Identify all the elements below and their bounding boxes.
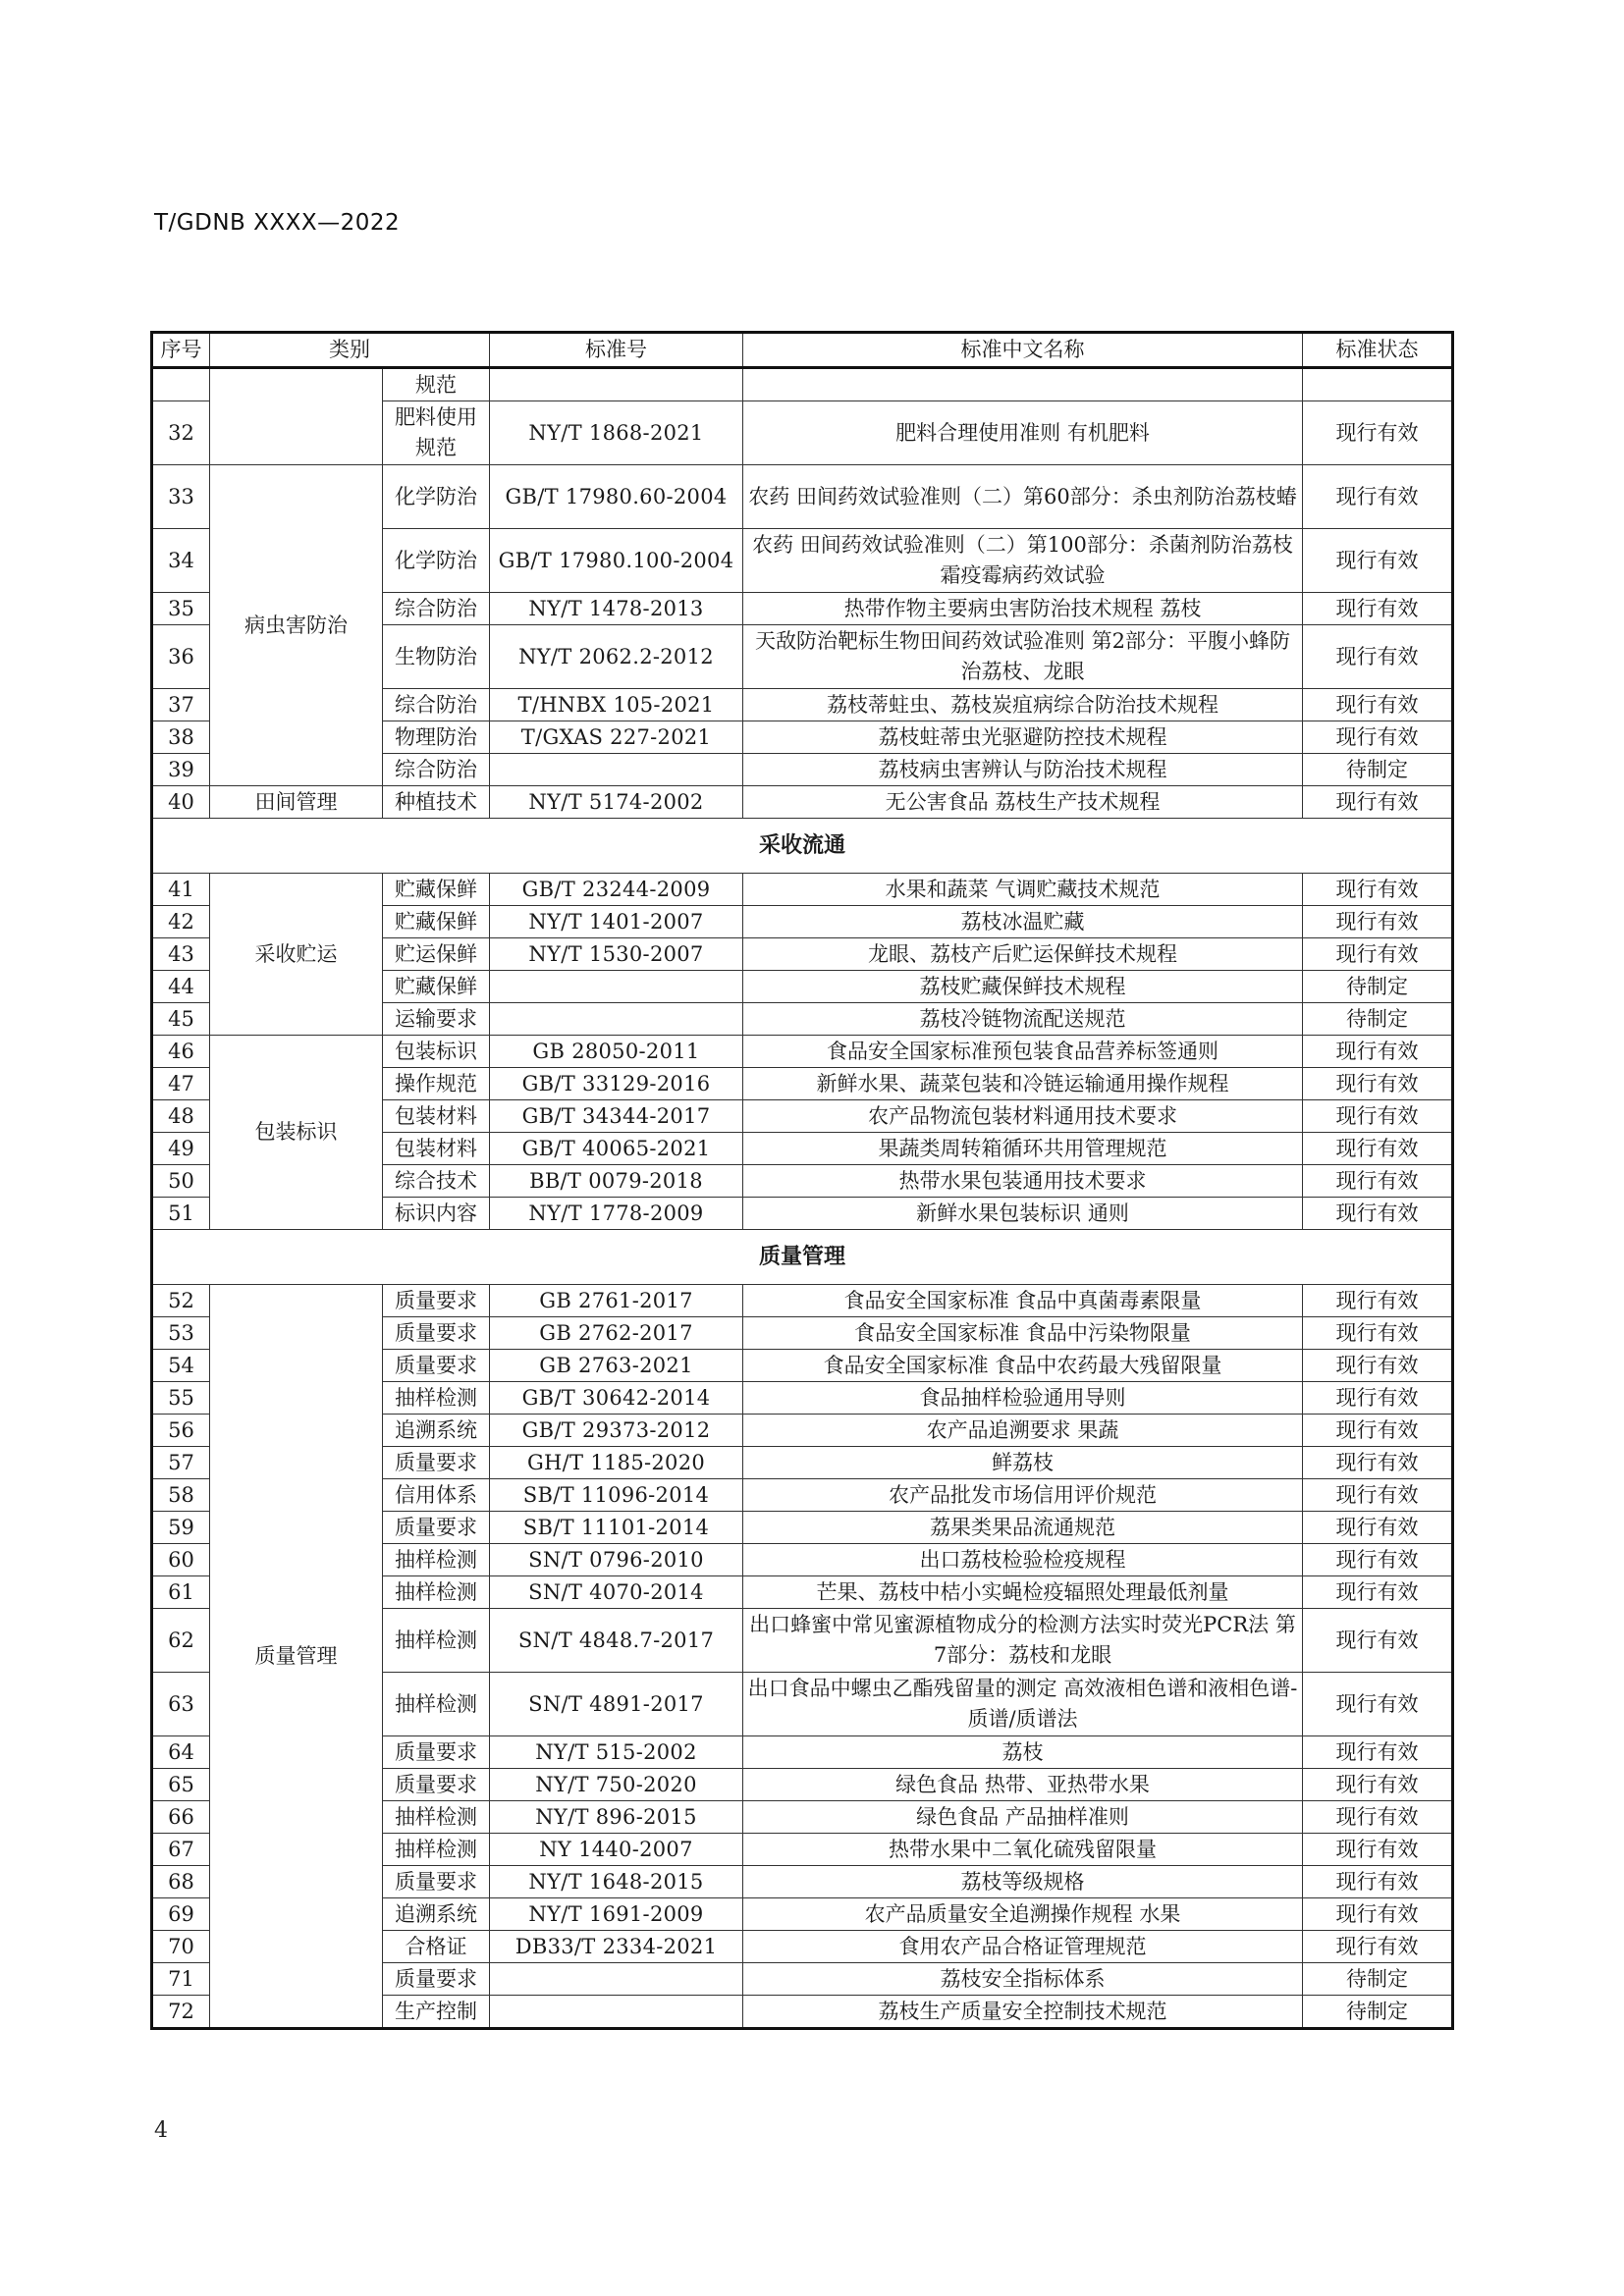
- cell-subcategory: 质量要求: [383, 1866, 490, 1898]
- cell-status: 现行有效: [1303, 689, 1453, 721]
- cell-name: 食品安全国家标准预包装食品营养标签通则: [743, 1036, 1303, 1068]
- cell-status: 现行有效: [1303, 1544, 1453, 1576]
- cell-code: T/GXAS 227-2021: [490, 721, 743, 754]
- section-title-harvest-circulation: 采收流通: [152, 819, 1453, 874]
- cell-status: 现行有效: [1303, 1198, 1453, 1230]
- cell-name: 食品安全国家标准 食品中污染物限量: [743, 1317, 1303, 1350]
- cell-seq: 70: [152, 1931, 210, 1963]
- cell-status: 现行有效: [1303, 1866, 1453, 1898]
- cell-status: 现行有效: [1303, 529, 1453, 593]
- cell-code: GB 2763-2021: [490, 1350, 743, 1382]
- cell-name: 热带水果包装通用技术要求: [743, 1165, 1303, 1198]
- cell-seq: 34: [152, 529, 210, 593]
- cell-subcategory: 种植技术: [383, 786, 490, 819]
- cell-name: 荔枝安全指标体系: [743, 1963, 1303, 1996]
- cell-seq: [152, 368, 210, 401]
- cell-name: 荔枝贮藏保鲜技术规程: [743, 971, 1303, 1003]
- cell-name: 食品抽样检验通用导则: [743, 1382, 1303, 1415]
- cell-status: 现行有效: [1303, 1068, 1453, 1100]
- cell-subcategory: 抽样检测: [383, 1609, 490, 1673]
- table-row: [152, 786, 1453, 819]
- cell-code: DB33/T 2334-2021: [490, 1931, 743, 1963]
- cell-subcategory: 质量要求: [383, 1736, 490, 1769]
- cell-status: 现行有效: [1303, 1898, 1453, 1931]
- cell-category: [210, 368, 383, 465]
- cell-subcategory: 质量要求: [383, 1769, 490, 1801]
- cell-name: 农产品批发市场信用评价规范: [743, 1479, 1303, 1512]
- cell-subcategory: 质量要求: [383, 1963, 490, 1996]
- cell-name: 荔枝生产质量安全控制技术规范: [743, 1996, 1303, 2029]
- cell-code: GB 2762-2017: [490, 1317, 743, 1350]
- cell-status: 现行有效: [1303, 401, 1453, 465]
- cell-code: NY/T 750-2020: [490, 1769, 743, 1801]
- cell-subcategory: 综合技术: [383, 1165, 490, 1198]
- cell-category-field-management: 田间管理: [210, 786, 383, 819]
- cell-status: 现行有效: [1303, 1285, 1453, 1317]
- cell-code: NY/T 5174-2002: [490, 786, 743, 819]
- cell-code: NY/T 1530-2007: [490, 938, 743, 971]
- cell-name: 热带水果中二氧化硫残留限量: [743, 1834, 1303, 1866]
- cell-name: 荔枝冷链物流配送规范: [743, 1003, 1303, 1036]
- cell-subcategory: 化学防治: [383, 465, 490, 529]
- cell-seq: 58: [152, 1479, 210, 1512]
- cell-seq: 35: [152, 593, 210, 625]
- cell-seq: 69: [152, 1898, 210, 1931]
- cell-seq: 39: [152, 754, 210, 786]
- cell-subcategory: 抽样检测: [383, 1544, 490, 1576]
- cell-seq: 59: [152, 1512, 210, 1544]
- cell-seq: 52: [152, 1285, 210, 1317]
- cell-status: 现行有效: [1303, 1382, 1453, 1415]
- cell-name: 农产品质量安全追溯操作规程 水果: [743, 1898, 1303, 1931]
- cell-status: 现行有效: [1303, 1769, 1453, 1801]
- cell-status: 现行有效: [1303, 1512, 1453, 1544]
- cell-subcategory: 物理防治: [383, 721, 490, 754]
- col-header-status: 标准状态: [1303, 333, 1453, 368]
- cell-code: SN/T 0796-2010: [490, 1544, 743, 1576]
- cell-seq: 63: [152, 1673, 210, 1736]
- cell-code: NY/T 1401-2007: [490, 906, 743, 938]
- cell-status: 现行有效: [1303, 1609, 1453, 1673]
- table-header-row: [152, 333, 1453, 368]
- cell-status: 待制定: [1303, 754, 1453, 786]
- col-header-name: 标准中文名称: [743, 333, 1303, 368]
- cell-seq: 66: [152, 1801, 210, 1834]
- col-header-category: 类别: [210, 333, 490, 368]
- cell-category-pest-control: 病虫害防治: [210, 465, 383, 786]
- cell-code: GB 28050-2011: [490, 1036, 743, 1068]
- cell-subcategory: 规范: [383, 368, 490, 401]
- cell-name: 龙眼、荔枝产后贮运保鲜技术规程: [743, 938, 1303, 971]
- table-row: [152, 368, 1453, 401]
- cell-subcategory: 生物防治: [383, 625, 490, 689]
- cell-code: GB/T 17980.100-2004: [490, 529, 743, 593]
- cell-seq: 50: [152, 1165, 210, 1198]
- cell-subcategory: 抽样检测: [383, 1834, 490, 1866]
- cell-seq: 57: [152, 1447, 210, 1479]
- cell-code: NY/T 1868-2021: [490, 401, 743, 465]
- cell-seq: 38: [152, 721, 210, 754]
- cell-seq: 72: [152, 1996, 210, 2029]
- cell-status: 现行有效: [1303, 1415, 1453, 1447]
- table-row: [152, 465, 1453, 529]
- cell-subcategory: 质量要求: [383, 1447, 490, 1479]
- cell-name: 出口食品中螺虫乙酯残留量的测定 高效液相色谱和液相色谱-质谱/质谱法: [743, 1673, 1303, 1736]
- cell-status: 现行有效: [1303, 1133, 1453, 1165]
- page-number: 4: [154, 2118, 168, 2143]
- cell-subcategory: 标识内容: [383, 1198, 490, 1230]
- cell-subcategory: 追溯系统: [383, 1415, 490, 1447]
- cell-name: [743, 368, 1303, 401]
- cell-name: 肥料合理使用准则 有机肥料: [743, 401, 1303, 465]
- cell-code: SN/T 4848.7-2017: [490, 1609, 743, 1673]
- cell-name: 无公害食品 荔枝生产技术规程: [743, 786, 1303, 819]
- cell-name: 农产品追溯要求 果蔬: [743, 1415, 1303, 1447]
- cell-seq: 47: [152, 1068, 210, 1100]
- cell-seq: 45: [152, 1003, 210, 1036]
- cell-name: 食品安全国家标准 食品中真菌毒素限量: [743, 1285, 1303, 1317]
- col-header-seq: 序号: [152, 333, 210, 368]
- cell-status: 现行有效: [1303, 1673, 1453, 1736]
- cell-code: BB/T 0079-2018: [490, 1165, 743, 1198]
- cell-subcategory: 信用体系: [383, 1479, 490, 1512]
- section-row: [152, 1230, 1453, 1285]
- cell-status: [1303, 368, 1453, 401]
- cell-code: GB/T 29373-2012: [490, 1415, 743, 1447]
- cell-subcategory: 追溯系统: [383, 1898, 490, 1931]
- cell-seq: 64: [152, 1736, 210, 1769]
- cell-name: 新鲜水果、蔬菜包装和冷链运输通用操作规程: [743, 1068, 1303, 1100]
- cell-seq: 36: [152, 625, 210, 689]
- cell-seq: 32: [152, 401, 210, 465]
- cell-seq: 60: [152, 1544, 210, 1576]
- cell-status: 现行有效: [1303, 874, 1453, 906]
- cell-status: 待制定: [1303, 1963, 1453, 1996]
- cell-seq: 61: [152, 1576, 210, 1609]
- cell-code: GB/T 23244-2009: [490, 874, 743, 906]
- cell-seq: 33: [152, 465, 210, 529]
- cell-subcategory: 质量要求: [383, 1350, 490, 1382]
- cell-code: NY/T 515-2002: [490, 1736, 743, 1769]
- cell-subcategory: 化学防治: [383, 529, 490, 593]
- cell-code: SN/T 4891-2017: [490, 1673, 743, 1736]
- cell-code: SB/T 11101-2014: [490, 1512, 743, 1544]
- cell-name: 荔枝蛀蒂虫光驱避防控技术规程: [743, 721, 1303, 754]
- cell-code: [490, 1003, 743, 1036]
- cell-code: GB/T 33129-2016: [490, 1068, 743, 1100]
- cell-status: 待制定: [1303, 1003, 1453, 1036]
- cell-name: 天敌防治靶标生物田间药效试验准则 第2部分：平腹小蜂防治荔枝、龙眼: [743, 625, 1303, 689]
- cell-status: 待制定: [1303, 971, 1453, 1003]
- cell-seq: 43: [152, 938, 210, 971]
- cell-code: NY/T 896-2015: [490, 1801, 743, 1834]
- cell-subcategory: 生产控制: [383, 1996, 490, 2029]
- cell-subcategory: 肥料使用规范: [383, 401, 490, 465]
- cell-seq: 44: [152, 971, 210, 1003]
- cell-subcategory: 抽样检测: [383, 1801, 490, 1834]
- cell-status: 现行有效: [1303, 1317, 1453, 1350]
- cell-name: 出口蜂蜜中常见蜜源植物成分的检测方法实时荧光PCR法 第7部分：荔枝和龙眼: [743, 1609, 1303, 1673]
- cell-seq: 65: [152, 1769, 210, 1801]
- cell-name: 荔果类果品流通规范: [743, 1512, 1303, 1544]
- cell-status: 现行有效: [1303, 938, 1453, 971]
- table-row: [152, 1285, 1453, 1317]
- cell-name: 荔枝蒂蛀虫、荔枝炭疽病综合防治技术规程: [743, 689, 1303, 721]
- cell-category-quality: 质量管理: [210, 1285, 383, 2029]
- cell-seq: 51: [152, 1198, 210, 1230]
- cell-subcategory: 质量要求: [383, 1285, 490, 1317]
- cell-code: [490, 971, 743, 1003]
- cell-code: GB/T 30642-2014: [490, 1382, 743, 1415]
- document-header: T/GDNB XXXX—2022: [154, 210, 401, 236]
- cell-name: 新鲜水果包装标识 通则: [743, 1198, 1303, 1230]
- cell-seq: 67: [152, 1834, 210, 1866]
- cell-code: NY/T 1691-2009: [490, 1898, 743, 1931]
- cell-name: 热带作物主要病虫害防治技术规程 荔枝: [743, 593, 1303, 625]
- section-title-quality-management: 质量管理: [152, 1230, 1453, 1285]
- cell-name: 水果和蔬菜 气调贮藏技术规范: [743, 874, 1303, 906]
- cell-subcategory: 抽样检测: [383, 1673, 490, 1736]
- cell-status: 现行有效: [1303, 1100, 1453, 1133]
- cell-subcategory: 综合防治: [383, 754, 490, 786]
- cell-name: 食用农产品合格证管理规范: [743, 1931, 1303, 1963]
- cell-code: [490, 368, 743, 401]
- cell-status: 现行有效: [1303, 1447, 1453, 1479]
- standards-table: [150, 331, 1454, 2030]
- cell-name: 果蔬类周转箱循环共用管理规范: [743, 1133, 1303, 1165]
- cell-status: 现行有效: [1303, 1801, 1453, 1834]
- cell-seq: 42: [152, 906, 210, 938]
- cell-code: SB/T 11096-2014: [490, 1479, 743, 1512]
- cell-name: 农产品物流包装材料通用技术要求: [743, 1100, 1303, 1133]
- cell-status: 现行有效: [1303, 1576, 1453, 1609]
- cell-status: 现行有效: [1303, 1479, 1453, 1512]
- cell-code: GB/T 40065-2021: [490, 1133, 743, 1165]
- cell-seq: 62: [152, 1609, 210, 1673]
- cell-name: 荔枝病虫害辨认与防治技术规程: [743, 754, 1303, 786]
- cell-name: 鲜荔枝: [743, 1447, 1303, 1479]
- cell-seq: 48: [152, 1100, 210, 1133]
- cell-seq: 54: [152, 1350, 210, 1382]
- cell-category-packaging: 包装标识: [210, 1036, 383, 1230]
- cell-name: 荔枝冰温贮藏: [743, 906, 1303, 938]
- cell-status: 待制定: [1303, 1996, 1453, 2029]
- cell-subcategory: 抽样检测: [383, 1382, 490, 1415]
- cell-seq: 49: [152, 1133, 210, 1165]
- cell-subcategory: 包装标识: [383, 1036, 490, 1068]
- cell-name: 出口荔枝检验检疫规程: [743, 1544, 1303, 1576]
- cell-code: GB/T 17980.60-2004: [490, 465, 743, 529]
- cell-name: 芒果、荔枝中桔小实蝇检疫辐照处理最低剂量: [743, 1576, 1303, 1609]
- cell-subcategory: 操作规范: [383, 1068, 490, 1100]
- cell-status: 现行有效: [1303, 1931, 1453, 1963]
- cell-seq: 53: [152, 1317, 210, 1350]
- cell-status: 现行有效: [1303, 1036, 1453, 1068]
- cell-name: 绿色食品 产品抽样准则: [743, 1801, 1303, 1834]
- cell-status: 现行有效: [1303, 625, 1453, 689]
- cell-name: 荔枝: [743, 1736, 1303, 1769]
- cell-status: 现行有效: [1303, 1350, 1453, 1382]
- cell-name: 荔枝等级规格: [743, 1866, 1303, 1898]
- cell-subcategory: 贮藏保鲜: [383, 971, 490, 1003]
- cell-code: SN/T 4070-2014: [490, 1576, 743, 1609]
- cell-name: 绿色食品 热带、亚热带水果: [743, 1769, 1303, 1801]
- cell-subcategory: 综合防治: [383, 593, 490, 625]
- cell-seq: 41: [152, 874, 210, 906]
- cell-name: 食品安全国家标准 食品中农药最大残留限量: [743, 1350, 1303, 1382]
- cell-seq: 68: [152, 1866, 210, 1898]
- cell-code: NY/T 2062.2-2012: [490, 625, 743, 689]
- cell-code: GB 2761-2017: [490, 1285, 743, 1317]
- cell-code: NY/T 1478-2013: [490, 593, 743, 625]
- cell-code: NY/T 1778-2009: [490, 1198, 743, 1230]
- cell-subcategory: 抽样检测: [383, 1576, 490, 1609]
- cell-name: 农药 田间药效试验准则（二）第100部分：杀菌剂防治荔枝霜疫霉病药效试验: [743, 529, 1303, 593]
- cell-subcategory: 综合防治: [383, 689, 490, 721]
- table-row: [152, 1036, 1453, 1068]
- cell-status: 现行有效: [1303, 721, 1453, 754]
- cell-status: 现行有效: [1303, 1165, 1453, 1198]
- cell-subcategory: 包装材料: [383, 1100, 490, 1133]
- cell-status: 现行有效: [1303, 786, 1453, 819]
- cell-code: [490, 1963, 743, 1996]
- cell-subcategory: 贮藏保鲜: [383, 874, 490, 906]
- col-header-code: 标准号: [490, 333, 743, 368]
- cell-subcategory: 包装材料: [383, 1133, 490, 1165]
- cell-seq: 71: [152, 1963, 210, 1996]
- cell-code: GH/T 1185-2020: [490, 1447, 743, 1479]
- cell-subcategory: 运输要求: [383, 1003, 490, 1036]
- cell-code: NY 1440-2007: [490, 1834, 743, 1866]
- cell-seq: 40: [152, 786, 210, 819]
- cell-subcategory: 贮运保鲜: [383, 938, 490, 971]
- cell-seq: 55: [152, 1382, 210, 1415]
- cell-code: GB/T 34344-2017: [490, 1100, 743, 1133]
- cell-code: [490, 754, 743, 786]
- cell-subcategory: 质量要求: [383, 1512, 490, 1544]
- cell-subcategory: 合格证: [383, 1931, 490, 1963]
- cell-category-harvest-storage: 采收贮运: [210, 874, 383, 1036]
- cell-subcategory: 贮藏保鲜: [383, 906, 490, 938]
- cell-status: 现行有效: [1303, 1736, 1453, 1769]
- table-row: [152, 874, 1453, 906]
- cell-seq: 56: [152, 1415, 210, 1447]
- cell-name: 农药 田间药效试验准则（二）第60部分：杀虫剂防治荔枝蝽: [743, 465, 1303, 529]
- cell-status: 现行有效: [1303, 465, 1453, 529]
- cell-seq: 37: [152, 689, 210, 721]
- cell-code: [490, 1996, 743, 2029]
- cell-status: 现行有效: [1303, 1834, 1453, 1866]
- cell-status: 现行有效: [1303, 906, 1453, 938]
- cell-code: NY/T 1648-2015: [490, 1866, 743, 1898]
- cell-subcategory: 质量要求: [383, 1317, 490, 1350]
- cell-code: T/HNBX 105-2021: [490, 689, 743, 721]
- section-row: [152, 819, 1453, 874]
- cell-status: 现行有效: [1303, 593, 1453, 625]
- cell-seq: 46: [152, 1036, 210, 1068]
